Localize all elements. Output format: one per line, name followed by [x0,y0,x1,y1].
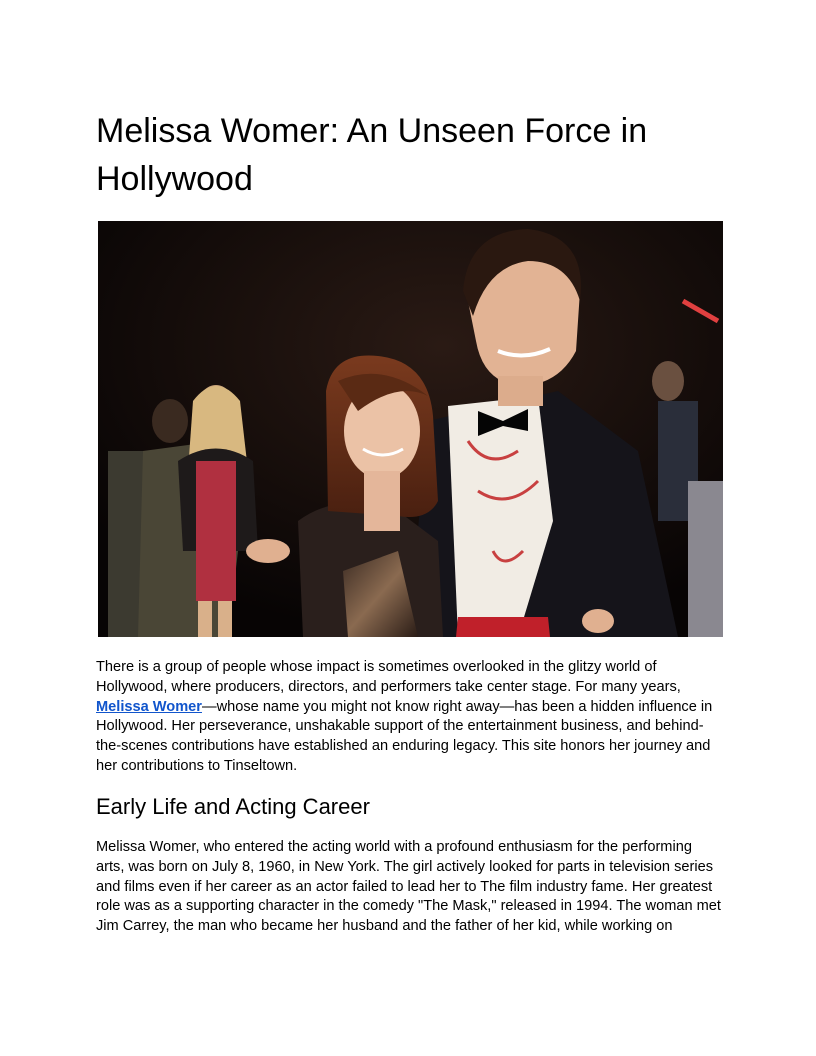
intro-paragraph [96,658,724,777]
melissa-womer-link[interactable]: Melissa Womer [96,698,202,715]
section-heading: Early Life and Acting Career [96,794,370,819]
couple-photo [98,221,723,637]
intro-text-start: There is a group of people whose impact is sometimes overlooked in the glitzy world of Hollywood, where producers, directors, and performers take center stage. For many years, [96,659,681,695]
article-title: Melissa Womer: An Unseen Force in Hollywood [96,112,648,198]
section-paragraph: Melissa Womer, who entered the acting world with a profound enthusiasm for the performing arts, was born on July 8, 1960, in New York. The girl actively looked for parts in television series and films even if her career as an actor failed to lead her to The film industry fame. Her greatest role was as a supporting character in the comedy "The Mask," released in 1994. The woman met Jim Carrey, the man who became her husband and the father of her kid, while working on [96,839,721,935]
intro-text-end: —whose name you might not know right away—has been a hidden influence in Hollywood. Her perseverance, unshakable support of the entertainment business, and behind-the-scenes contributions have established an enduring legacy. This site honors her journey and her contributions to Tinseltown. [96,698,713,774]
